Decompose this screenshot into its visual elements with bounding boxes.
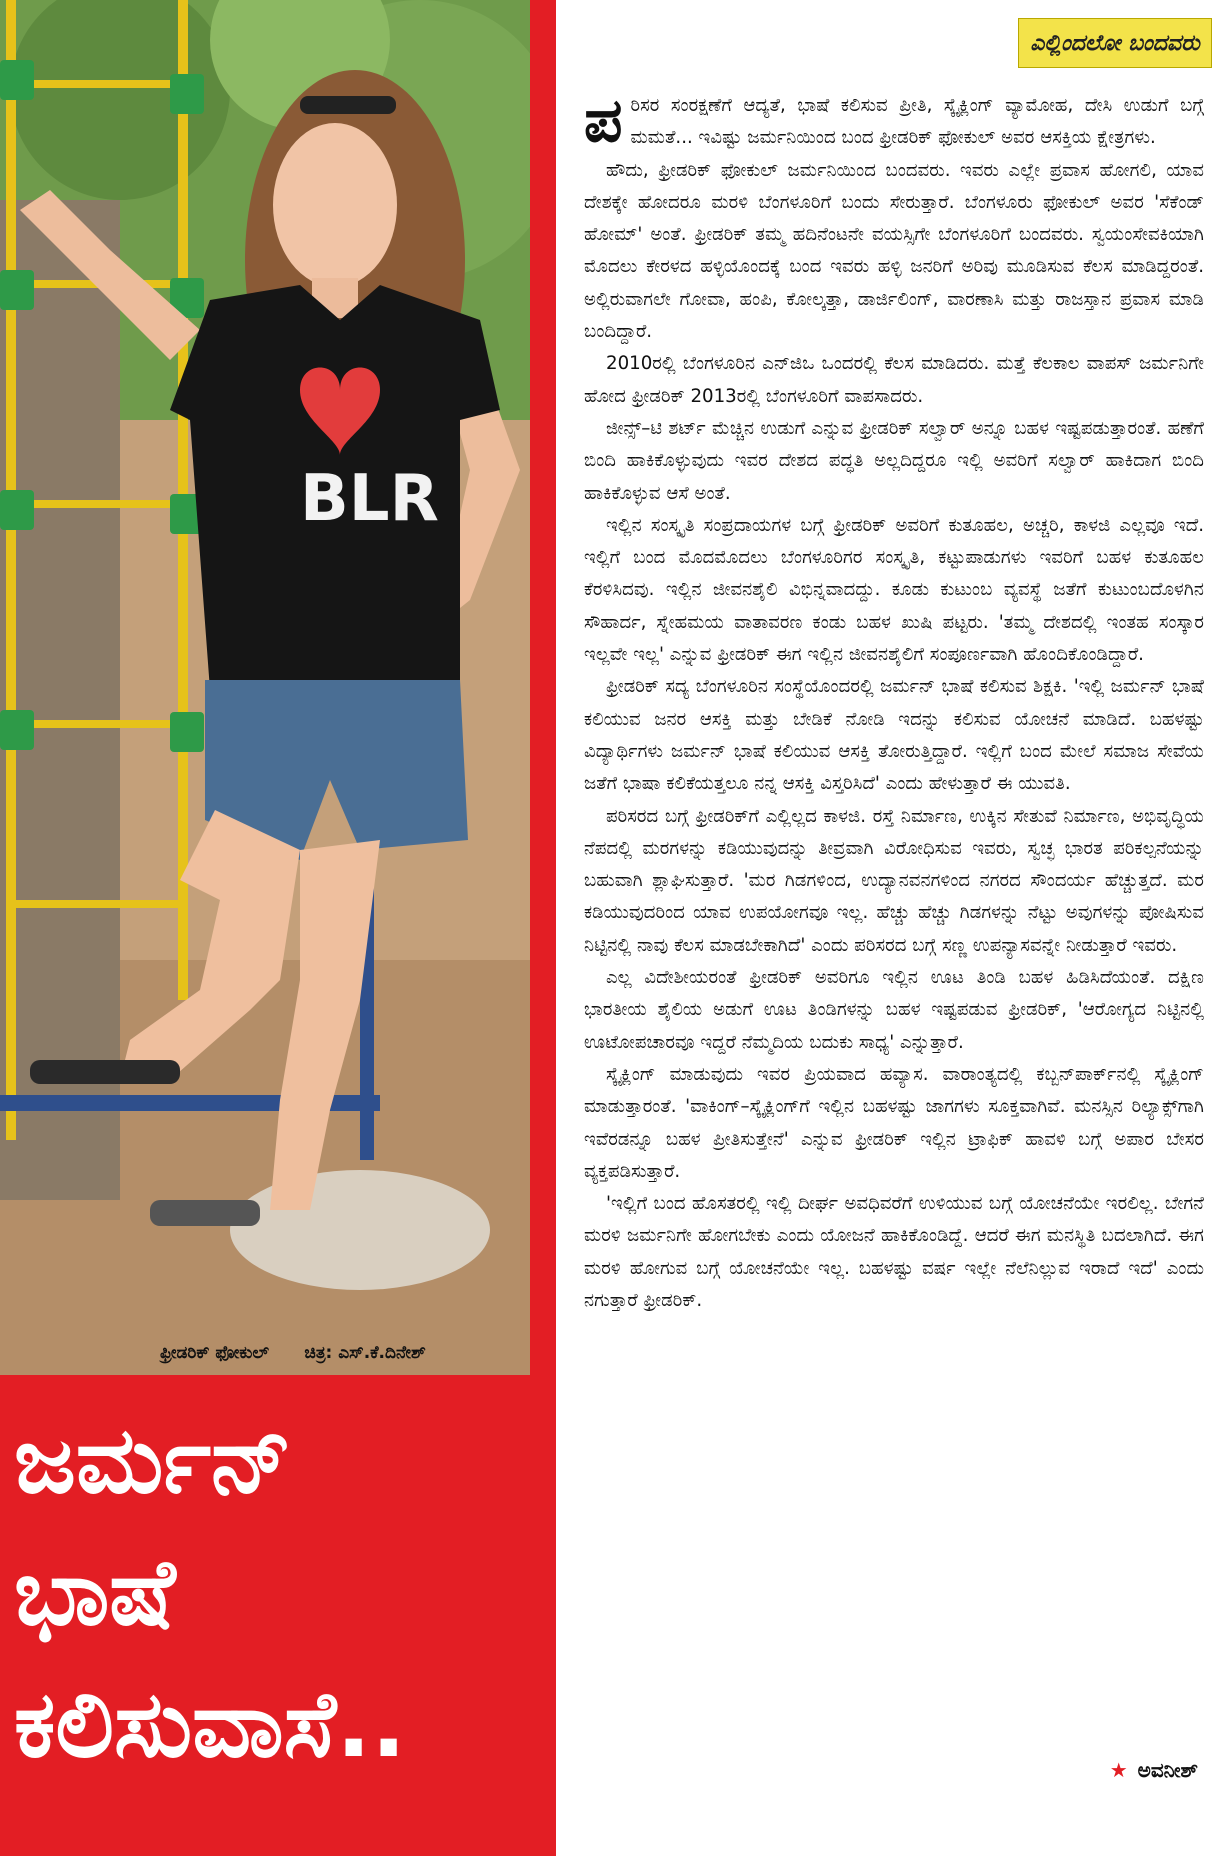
- headline-line-3: ಕಲಿಸುವಾಸೆ..: [14, 1671, 407, 1778]
- caption-credit: ಚಿತ್ರ: ಎಸ್.ಕೆ.ದಿನೇಶ್: [304, 1343, 426, 1363]
- article-paragraph: ಸ್ಕೈಕ್ಲಿಂಗ್ ಮಾಡುವುದು ಇವರ ಪ್ರಿಯವಾದ ಹವ್ಯಾಸ. ವಾರಾಂತ್ಯದಲ್ಲಿ ಕಬ್ಬನ್‌ಪಾರ್ಕ್‌ನಲ್ಲಿ ಸ್ಕೈಕ್ಲಿಂಗ್ ಮಾಡುತ್ತಾರಂತೆ. 'ವಾಕಿಂಗ್–ಸ್ಕೈಕ್ಲಿಂಗ್‌ಗೆ ಇಲ್ಲಿನ ಬಹಳಷ್ಟು ಜಾಗಗಳು ಸೂಕ್ತವಾಗಿವೆ. ಮನಸ್ಸಿನ ರಿಲ್ಯಾಕ್ಸ್‌ಗಾಗಿ ಇವೆರಡನ್ನೂ ಬಹಳ ಪ್ರೀತಿಸುತ್ತೇನೆ' ಎನ್ನುವ ಫ್ರೀಡರಿಕ್ ಇಲ್ಲಿನ ಟ್ರಾಫಿಕ್ ಹಾವಳಿ ಬಗ್ಗೆ ಅಪಾರ ಬೇಸರ ವ್ಯಕ್ತಪಡಿಸುತ್ತಾರೆ.: [584, 1063, 1204, 1182]
- headline-line-1: ಜರ್ಮನ್: [14, 1407, 292, 1514]
- feature-photo: [0, 0, 530, 1375]
- dropcap-letter: ಪ: [584, 86, 623, 156]
- tshirt-text: BLR: [300, 462, 439, 536]
- article-paragraph: ಎಲ್ಲ ವಿದೇಶೀಯರಂತೆ ಫ್ರೀಡರಿಕ್ ಅವರಿಗೂ ಇಲ್ಲಿನ ಊಟ ತಿಂಡಿ ಬಹಳ ಹಿಡಿಸಿದೆಯಂತೆ. ದಕ್ಷಿಣ ಭಾರತೀಯ ಶೈಲಿಯ ಅಡುಗೆ ಊಟ ತಿಂಡಿಗಳನ್ನು ಬಹಳ ಇಷ್ಟಪಡುವ ಫ್ರೀಡರಿಕ್, 'ಆರೋಗ್ಯದ ನಿಟ್ಟಿನಲ್ಲಿ ಊಟೋಪಚಾರವೂ ಇದ್ದರೆ ನೆಮ್ಮದಿಯ ಬದುಕು ಸಾಧ್ಯ' ಎನ್ನುತ್ತಾರೆ.: [584, 967, 1204, 1053]
- photo-caption: [160, 1343, 530, 1363]
- right-column: [570, 0, 1212, 1856]
- section-tag: ಎಲ್ಲಿಂದಲೋ ಬಂದವರು: [1018, 18, 1212, 68]
- article-paragraph: ಜೀನ್ಸ್–ಟಿ ಶರ್ಟ್ ಮೆಚ್ಚಿನ ಉಡುಗೆ ಎನ್ನುವ ಫ್ರೀಡರಿಕ್ ಸಲ್ವಾರ್ ಅನ್ನೂ ಬಹಳ ಇಷ್ಟಪಡುತ್ತಾರಂತೆ. ಹಣೆಗೆ ಬಿಂದಿ ಹಾಕಿಕೊಳ್ಳುವುದು ಇವರ ದೇಶದ ಪದ್ಧತಿ ಅಲ್ಲದಿದ್ದರೂ ಇಲ್ಲಿ ಅವರಿಗೆ ಸಲ್ವಾರ್ ಹಾಕಿದಾಗ ಬಿಂದಿ ಹಾಕಿಕೊಳ್ಳುವ ಆಸೆ ಅಂತೆ.: [584, 417, 1204, 504]
- headline-line-2: ಭಾಷೆ: [14, 1539, 176, 1646]
- article-paragraph: [584, 86, 1204, 156]
- caption-name: ಫ್ರೀಡರಿಕ್ ಫೋಕುಲ್: [160, 1343, 269, 1363]
- article-paragraph: 2010ರಲ್ಲಿ ಬೆಂಗಳೂರಿನ ಎನ್‌ಜಿಒ ಒಂದರಲ್ಲಿ ಕೆಲಸ ಮಾಡಿದರು. ಮತ್ತೆ ಕೆಲಕಾಲ ವಾಪಸ್ ಜರ್ಮನಿಗೇ ಹೋದ ಫ್ರೀಡರಿಕ್ 2013ರಲ್ಲಿ ಬೆಂಗಳೂರಿಗೆ ವಾಪಸಾದರು.: [584, 353, 1204, 407]
- article-paragraph: ಹೌದು, ಫ್ರೀಡರಿಕ್ ಫೋಕುಲ್ ಜರ್ಮನಿಯಿಂದ ಬಂದವರು. ಇವರು ಎಲ್ಲೇ ಪ್ರವಾಸ ಹೋಗಲಿ, ಯಾವ ದೇಶಕ್ಕೇ ಹೋದರೂ ಮರಳಿ ಬೆಂಗಳೂರಿಗೆ ಬಂದು ಸೇರುತ್ತಾರೆ. ಬೆಂಗಳೂರು ಫೋಕುಲ್ ಅವರ 'ಸೆಕೆಂಡ್ ಹೋಮ್' ಅಂತೆ. ಫ್ರೀಡರಿಕ್ ತಮ್ಮ ಹದಿನೆಂಟನೇ ವಯಸ್ಸಿಗೇ ಬೆಂಗಳೂರಿಗೆ ಬಂದವರು. ಸ್ವಯಂಸೇವಕಿಯಾಗಿ ಮೊದಲು ಕೇರಳದ ಹಳ್ಳಿಯೊಂದಕ್ಕೆ ಬಂದ ಇವರು ಹಳ್ಳಿ ಜನರಿಗೆ ಅರಿವು ಮೂಡಿಸುವ ಕೆಲಸ ಮಾಡಿದ್ದರಂತೆ. ಅಲ್ಲಿರುವಾಗಲೇ ಗೋವಾ, ಹಂಪಿ, ಕೋಲ್ಕತ್ತಾ, ಡಾರ್ಜಿಲಿಂಗ್, ವಾರಣಾಸಿ ಮತ್ತು ರಾಜಸ್ತಾನ ಪ್ರವಾಸ ಮಾಡಿ ಬಂದಿದ್ದಾರೆ.: [584, 159, 1204, 343]
- paragraph-text: ರಿಸರ ಸಂರಕ್ಷಣೆಗೆ ಆದ್ಯತೆ, ಭಾಷೆ ಕಲಿಸುವ ಪ್ರೀತಿ, ಸ್ಕೈಕ್ಲಿಂಗ್ ವ್ಯಾಮೋಹ, ದೇಸಿ ಉಡುಗೆ ಬಗ್ಗೆ ಮಮತೆ... ಇವಿಷ್ಟು ಜರ್ಮನಿಯಿಂದ ಬಂದ ಫ್ರೀಡರಿಕ್ ಫೋಕುಲ್ ಅವರ ಆಸಕ್ತಿಯ ಕ್ಷೇತ್ರಗಳು.: [630, 95, 1204, 149]
- author-name: ಅವನೀಶ್: [1137, 1758, 1198, 1782]
- headline: [14, 1395, 544, 1791]
- left-column: [0, 0, 556, 1856]
- byline: [1110, 1758, 1198, 1782]
- article-paragraph: 'ಇಲ್ಲಿಗೆ ಬಂದ ಹೊಸತರಲ್ಲಿ ಇಲ್ಲಿ ದೀರ್ಘ ಅವಧಿವರೆಗೆ ಉಳಿಯುವ ಬಗ್ಗೆ ಯೋಚನೆಯೇ ಇರಲಿಲ್ಲ. ಬೇಗನೆ ಮರಳಿ ಜರ್ಮನಿಗೇ ಹೋಗಬೇಕು ಎಂದು ಯೋಜನೆ ಹಾಕಿಕೊಂಡಿದ್ದೆ. ಆದರೆ ಈಗ ಮನಸ್ಥಿತಿ ಬದಲಾಗಿದೆ. ಈಗ ಮರಳಿ ಹೋಗುವ ಬಗ್ಗೆ ಯೋಚನೆಯೇ ಇಲ್ಲ. ಬಹಳಷ್ಟು ವರ್ಷ ಇಲ್ಲೇ ನೆಲೆನಿಲ್ಲುವ ಇರಾದೆ ಇದೆ' ಎಂದು ನಗುತ್ತಾರೆ ಫ್ರೀಡರಿಕ್.: [584, 1193, 1204, 1311]
- star-icon: ★: [1109, 1758, 1128, 1782]
- article-paragraph: ಫ್ರೀಡರಿಕ್ ಸದ್ಯ ಬೆಂಗಳೂರಿನ ಸಂಸ್ಥೆಯೊಂದರಲ್ಲಿ ಜರ್ಮನ್ ಭಾಷೆ ಕಲಿಸುವ ಶಿಕ್ಷಕಿ. 'ಇಲ್ಲಿ ಜರ್ಮನ್ ಭಾಷೆ ಕಲಿಯುವ ಜನರ ಆಸಕ್ತಿ ಮತ್ತು ಬೇಡಿಕೆ ನೋಡಿ ಇದನ್ನು ಕಲಿಸುವ ಯೋಚನೆ ಮಾಡಿದೆ. ಬಹಳಷ್ಟು ವಿದ್ಯಾರ್ಥಿಗಳು ಜರ್ಮನ್ ಭಾಷೆ ಕಲಿಯುವ ಆಸಕ್ತಿ ತೋರುತ್ತಿದ್ದಾರೆ. ಇಲ್ಲಿಗೆ ಬಂದ ಮೇಲೆ ಸಮಾಜ ಸೇವೆಯ ಜತೆಗೆ ಭಾಷಾ ಕಲಿಕೆಯತ್ತಲೂ ನನ್ನ ಆಸಕ್ತಿ ವಿಸ್ತರಿಸಿದೆ' ಎಂದು ಹೇಳುತ್ತಾರೆ ಈ ಯುವತಿ.: [584, 676, 1204, 795]
- article-body: [584, 86, 1204, 1317]
- article-paragraph: ಇಲ್ಲಿನ ಸಂಸ್ಕೃತಿ ಸಂಪ್ರದಾಯಗಳ ಬಗ್ಗೆ ಫ್ರೀಡರಿಕ್ ಅವರಿಗೆ ಕುತೂಹಲ, ಅಚ್ಚರಿ, ಕಾಳಜಿ ಎಲ್ಲವೂ ಇದೆ. ಇಲ್ಲಿಗೆ ಬಂದ ಮೊದಮೊದಲು ಬೆಂಗಳೂರಿಗರ ಸಂಸ್ಕೃತಿ, ಕಟ್ಟುಪಾಡುಗಳು ಇವರಿಗೆ ಬಹಳ ಕುತೂಹಲ ಕೆರಳಿಸಿದವು. ಇಲ್ಲಿನ ಜೀವನಶೈಲಿ ವಿಭಿನ್ನವಾದದ್ದು. ಕೂಡು ಕುಟುಂಬ ವ್ಯವಸ್ಥೆ ಜತೆಗೆ ಕುಟುಂಬದೊಳಗಿನ ಸೌಹಾರ್ದ, ಸ್ನೇಹಮಯ ವಾತಾವರಣ ಕಂಡು ಬಹಳ ಖುಷಿ ಪಟ್ಟರು. 'ತಮ್ಮ ದೇಶದಲ್ಲಿ ಇಂತಹ ಸಂಸ್ಕಾರ ಇಲ್ಲವೇ ಇಲ್ಲ' ಎನ್ನುವ ಫ್ರೀಡರಿಕ್ ಈಗ ಇಲ್ಲಿನ ಜೀವನಶೈಲಿಗೆ ಸಂಪೂರ್ಣವಾಗಿ ಹೊಂದಿಕೊಂಡಿದ್ದಾರೆ.: [584, 514, 1204, 666]
- photo-illustration: [0, 0, 530, 1375]
- article-paragraph: ಪರಿಸರದ ಬಗ್ಗೆ ಫ್ರೀಡರಿಕ್‌ಗೆ ಎಲ್ಲಿಲ್ಲದ ಕಾಳಜಿ. ರಸ್ತೆ ನಿರ್ಮಾಣ, ಉಕ್ಕಿನ ಸೇತುವೆ ನಿರ್ಮಾಣ, ಅಭಿವೃದ್ಧಿಯ ನೆಪದಲ್ಲಿ ಮರಗಳನ್ನು ಕಡಿಯುವುದನ್ನು ತೀವ್ರವಾಗಿ ವಿರೋಧಿಸುವ ಇವರು, ಸ್ವಚ್ಛ ಭಾರತ ಪರಿಕಲ್ಪನೆಯನ್ನು ಬಹುವಾಗಿ ಶ್ಲಾಘಿಸುತ್ತಾರೆ. 'ಮರ ಗಿಡಗಳಿಂದ, ಉದ್ಯಾನವನಗಳಿಂದ ನಗರದ ಸೌಂದರ್ಯ ಹೆಚ್ಚುತ್ತದೆ. ಮರ ಕಡಿಯುವುದರಿಂದ ಯಾವ ಉಪಯೋಗವೂ ಇಲ್ಲ. ಹೆಚ್ಚು ಹೆಚ್ಚು ಗಿಡಗಳನ್ನು ನೆಟ್ಟು ಅವುಗಳನ್ನು ಪೋಷಿಸುವ ನಿಟ್ಟಿನಲ್ಲಿ ನಾವು ಕೆಲಸ ಮಾಡಬೇಕಾಗಿದೆ' ಎಂದು ಪರಿಸರದ ಬಗ್ಗೆ ಸಣ್ಣ ಉಪನ್ಯಾಸವನ್ನೇ ನೀಡುತ್ತಾರೆ ಇವರು.: [584, 805, 1204, 956]
